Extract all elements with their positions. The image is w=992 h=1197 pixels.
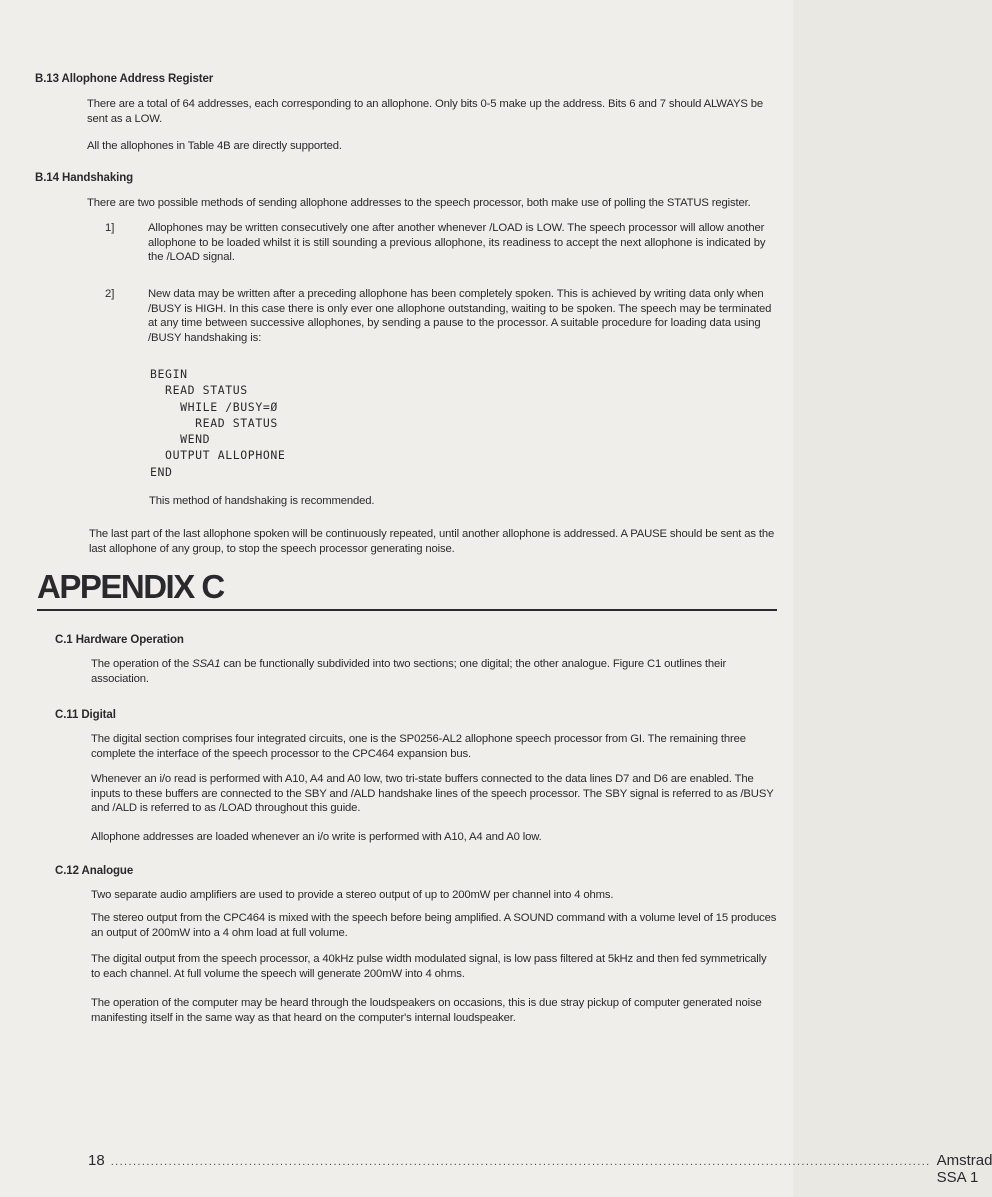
section-heading-c11: C.11 Digital [55, 709, 116, 721]
c11-paragraph-1: The digital section comprises four integrated circuits, one is the SP0256-AL2 allophone speech processor from GI. The remaining three complete the interface of the speech processor to the CPC464 expansion bus. [91, 733, 746, 760]
c12-paragraph-3: The digital output from the speech processor, a 40kHz pulse width modulated signal, is low pass filtered at 5kHz and then fed symmetrically to each channel. At full volume the speech will generate 200mW into 4 ohms. [91, 953, 767, 980]
c11-paragraph-2: Whenever an i/o read is performed with A10, A4 and A0 low, two tri-state buffers connected to the data lines D7 and D6 are enabled. The inputs to these buffers are connected to the SBY and /ALD handshake lines of the speech processor. The SBY signal is referred to as /BUSY and /ALD is referred to as /LOAD throughout this guide. [91, 773, 774, 815]
list-item-text-2: New data may be written after a preceding allophone has been completely spoken. This is achieved by writing data only when /BUSY is HIGH. In this case there is only ever one allophone outstanding, waiting to be spoken. The speech may be terminated at any time between successive allophones, by sending a pause to the processor. A suitable procedure for loading data using /BUSY handshaking is: [148, 288, 772, 344]
recommend-note: This method of handshaking is recommended. [149, 495, 375, 507]
list-item-number-2: 2] [105, 288, 115, 300]
b14-intro: There are two possible methods of sending allophone addresses to the speech processor, both make use of polling the STATUS register. [87, 197, 751, 209]
section-heading-c12: C.12 Analogue [55, 865, 134, 877]
title-rule [37, 609, 777, 611]
section-heading-b14: B.14 Handshaking [35, 172, 134, 184]
page-number: 18 [88, 1152, 105, 1169]
section-heading-b13: B.13 Allophone Address Register [35, 73, 214, 85]
list-item-text-1: Allophones may be written consecutively one after another whenever /LOAD is LOW. The speech processor will allow another allophone to be loaded whilst it is still sounding a previous allophone, its readiness to accept the next allophone is indicated by the /LOAD signal. [148, 222, 766, 264]
b13-paragraph-2: All the allophones in Table 4B are directly supported. [87, 140, 342, 152]
b13-paragraph-1: There are a total of 64 addresses, each corresponding to an allophone. Only bits 0-5 make up the address. Bits 6 and 7 should ALWAYS be sent as a LOW. [87, 98, 763, 125]
page-footer [88, 1152, 992, 1186]
appendix-title: APPENDIX C [37, 568, 224, 605]
b14-last-paragraph: The last part of the last allophone spoken will be continuously repeated, until another allophone is addressed. A PAUSE should be sent as the last allophone of any group, to stop the speech processor generating noise. [89, 528, 775, 555]
c12-paragraph-2: The stereo output from the CPC464 is mixed with the speech before being amplified. A SOUND command with a volume level of 15 produces an output of 200mW into a 4 ohm load at full volume. [91, 912, 777, 939]
c12-paragraph-1: Two separate audio amplifiers are used to provide a stereo output of up to 200mW per channel into 4 ohms. [91, 889, 614, 901]
c12-paragraph-4: The operation of the computer may be heard through the loudspeakers on occasions, this is due stray pickup of computer generated noise manifesting itself in the same way as that heard on the computer's internal loudspeaker. [91, 997, 762, 1024]
list-item-number-1: 1] [105, 222, 115, 234]
leader-dots: ........................................................................................................................................................................................ [110, 1156, 931, 1168]
section-heading-c1: C.1 Hardware Operation [55, 634, 184, 646]
footer-title: Amstrad SSA 1 [936, 1152, 992, 1186]
code-listing: BEGIN READ STATUS WHILE /BUSY=Ø READ STATUS WEND OUTPUT ALLOPHONE END [150, 367, 286, 479]
c1-paragraph: The operation of the SSA1 can be functionally subdivided into two sections; one digital; the other analogue. Figure C1 outlines their association. [91, 658, 727, 685]
c11-paragraph-3: Allophone addresses are loaded whenever an i/o write is performed with A10, A4 and A0 low. [91, 831, 542, 843]
